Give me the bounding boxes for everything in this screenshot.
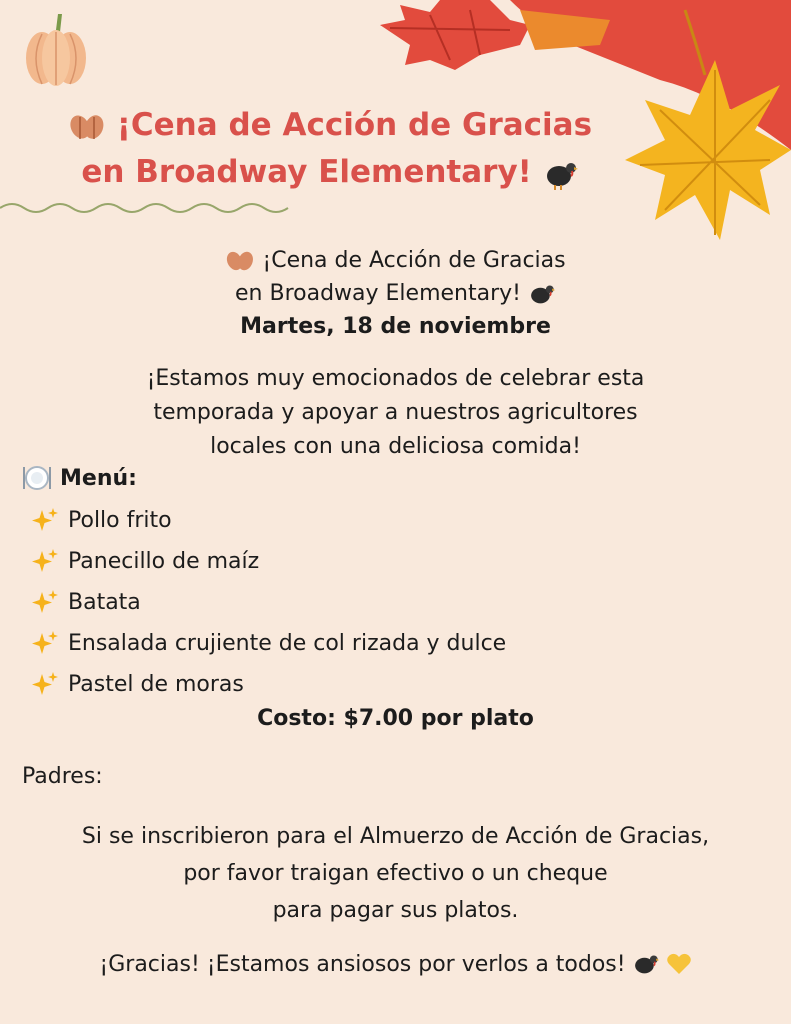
parents-line-1: Si se inscribieron para el Almuerzo de Acción de Gracias, <box>81 824 710 849</box>
parents-label: Padres: <box>22 764 103 789</box>
parents-line-3: para pagar sus platos. <box>272 898 519 923</box>
event-date: Martes, 18 de noviembre <box>240 314 551 339</box>
sparkles-icon <box>30 670 60 700</box>
page-title <box>40 102 620 196</box>
sparkles-icon <box>30 588 60 618</box>
title-line-2: en Broadway Elementary! <box>81 154 532 190</box>
turkey-icon <box>543 156 579 192</box>
title-line-1: ¡Cena de Acción de Gracias <box>116 107 593 143</box>
wavy-divider <box>0 196 292 226</box>
closing-text: ¡Gracias! ¡Estamos ansiosos por verlos a todos! <box>99 951 626 977</box>
menu-item <box>30 623 506 664</box>
sparkles-icon <box>30 547 60 577</box>
plate-icon <box>22 464 52 492</box>
sparkles-icon <box>30 506 60 536</box>
menu-item <box>30 500 506 541</box>
parents-message <box>0 818 791 929</box>
menu-item-label: Batata <box>68 590 141 615</box>
leaves-icon <box>68 113 106 141</box>
menu-heading-label: Menú: <box>60 465 137 491</box>
subheader-line-2: en Broadway Elementary! <box>235 281 521 306</box>
pumpkin-icon <box>20 10 92 88</box>
intro-line-2: temporada y apoyar a nuestros agricultores <box>153 400 638 425</box>
menu-heading <box>22 464 137 492</box>
cost-text: Costo: $7.00 por plato <box>257 706 534 731</box>
menu-item <box>30 541 506 582</box>
menu-item-label: Panecillo de maíz <box>68 549 260 574</box>
menu-item <box>30 582 506 623</box>
subheader-line-1: ¡Cena de Acción de Gracias <box>262 248 566 273</box>
leaves-icon <box>225 249 255 273</box>
sparkles-icon <box>30 629 60 659</box>
parents-line-2: por favor traigan efectivo o un cheque <box>183 861 608 886</box>
intro-text <box>0 362 791 464</box>
menu-item-label: Ensalada crujiente de col rizada y dulce <box>68 631 507 656</box>
menu-item <box>30 664 506 705</box>
menu-item-label: Pastel de moras <box>68 672 244 697</box>
menu-list <box>30 500 506 705</box>
turkey-icon <box>632 950 660 978</box>
turkey-icon <box>528 280 556 308</box>
intro-line-1: ¡Estamos muy emocionados de celebrar esta <box>146 366 645 391</box>
subheader <box>0 244 791 343</box>
intro-line-3: locales con una deliciosa comida! <box>210 434 581 459</box>
yellow-heart-icon <box>666 952 692 976</box>
closing-message <box>0 950 791 978</box>
menu-item-label: Pollo frito <box>68 508 172 533</box>
